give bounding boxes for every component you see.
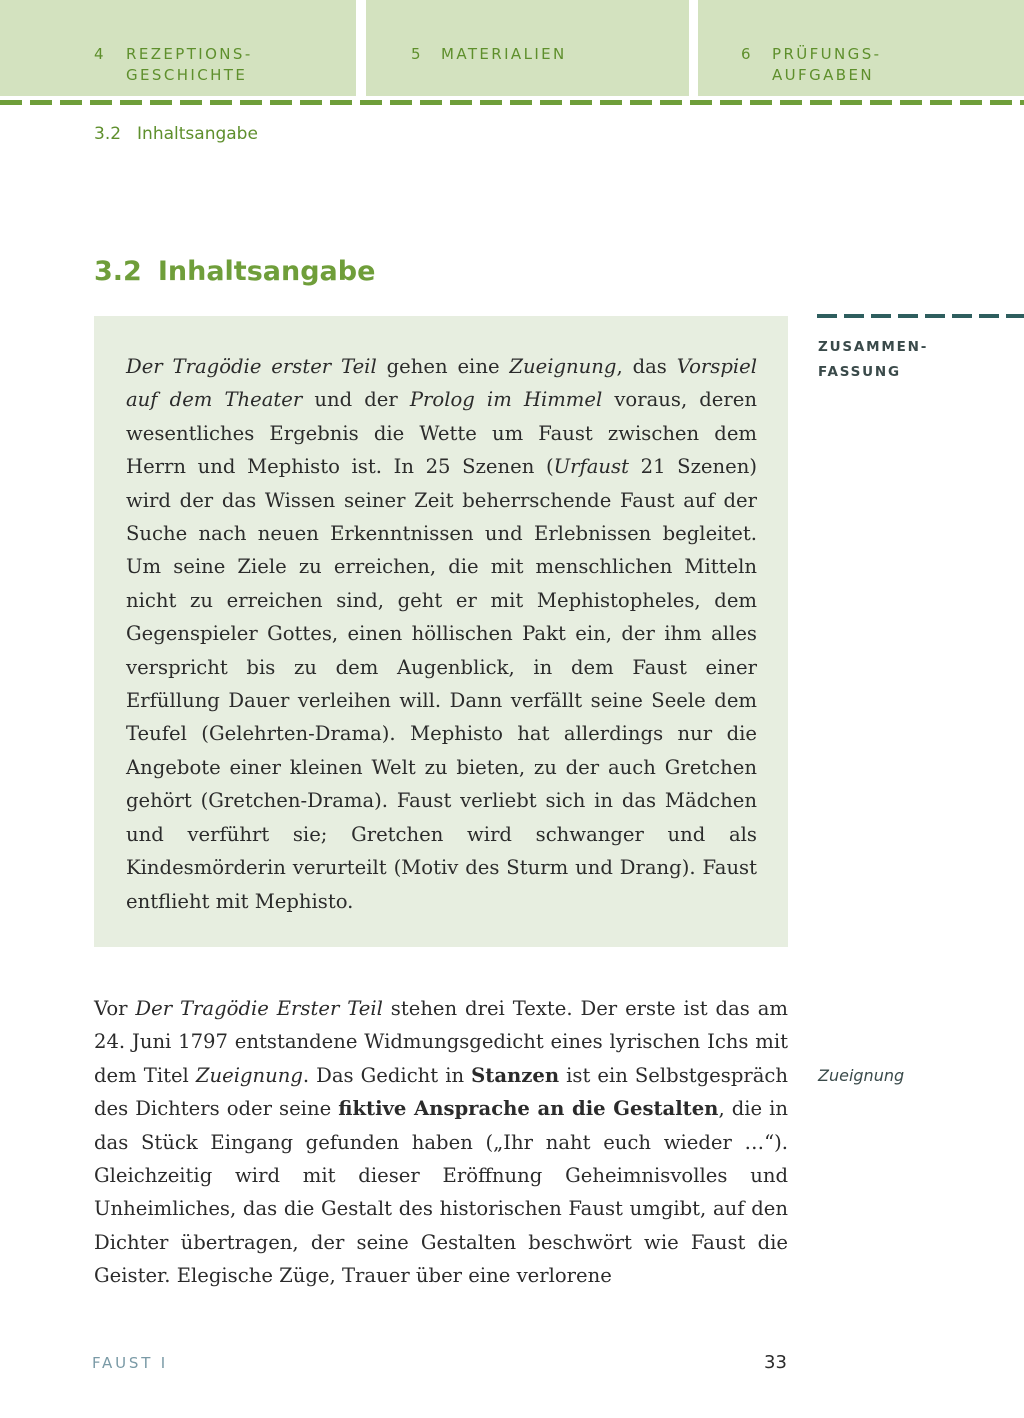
summary-paragraph: Der Tragödie erster Teil gehen eine Zueignung, das Vorspiel auf dem Theater und der Prolog im Himmel voraus, deren wesentliches Ergebnis die Wette um Faust zwischen dem Herrn und Mephisto ist. In 25 Szenen (Urfaust 21 Szenen) wird der das Wissen seiner Zeit beherrschende Faust auf der Suche nach neuen Erkenntnissen und Erlebnissen begleitet. Um seine Ziele zu erreichen, die mit menschlichen Mitteln nicht zu erreichen sind, geht er mit Mephistopheles, dem Gegenspieler Gottes, einen höllischen Pakt ein, der ihm alles verspricht bis zu dem Augenblick, in dem Faust einer Erfüllung Dauer verleihen will. Dann verfällt seine Seele dem Teufel (Gelehrten-Drama). Mephisto hat allerdings nur die Angebote einer kleinen Welt zu bieten, zu der auch Gretchen gehört (Gretchen-Drama). Faust verliebt sich in das Mädchen und verführt sie; Gretchen wird schwanger und als Kindesmörderin verurteilt (Motiv des Sturm und Drang). Faust entflieht mit Mephisto. [126,355,757,913]
summary-box [94,316,788,947]
breadcrumb [94,124,258,144]
tab-label: PRÜFUNGS- AUFGABEN [772,45,882,84]
tab-label: REZEPTIONS- GESCHICHTE [126,45,253,84]
chapter-tabs [0,0,1024,96]
breadcrumb-number: 3.2 [94,124,122,144]
tab-materialien[interactable] [366,0,689,96]
tab-number: 5 [411,45,423,63]
margin-label-zusammenfassung: ZUSAMMEN- FASSUNG [818,339,929,380]
tab-number: 6 [741,45,753,63]
header-divider [0,100,1024,105]
tab-rezeptionsgeschichte[interactable] [0,0,356,96]
tab-label: MATERIALIEN [441,45,567,63]
breadcrumb-title: Inhaltsangabe [137,124,258,144]
tab-number: 4 [94,45,106,63]
footer-book-title: FAUST I [92,1354,168,1372]
section-number: 3.2 [94,256,142,287]
section-title: Inhaltsangabe [157,256,376,287]
body-paragraph: Vor Der Tragödie Erster Teil stehen drei Texte. Der erste ist das am 24. Juni 1797 entstandene Widmungsgedicht eines lyrischen Ichs mit dem Titel Zueignung. Das Gedicht in Stanzen ist ein Selbstgespräch des Dichters oder seine fiktive Ansprache an die Gestalten, die in das Stück Eingang gefunden haben („Ihr naht euch wieder …“). Gleichzeitig wird mit dieser Eröffnung Geheimnisvolles und Unheimliches, das die Gestalt des historischen Faust umgibt, auf den Dichter übertragen, der seine Gestalten beschwört wie Faust die Geister. Elegische Züge, Trauer über eine verlorene [94,997,789,1288]
tab-pruefungsaufgaben[interactable] [698,0,1024,96]
section-heading [94,256,375,287]
margin-note-zueignung: Zueignung [818,1066,905,1085]
page-number: 33 [764,1352,787,1373]
margin-divider [817,314,1024,318]
